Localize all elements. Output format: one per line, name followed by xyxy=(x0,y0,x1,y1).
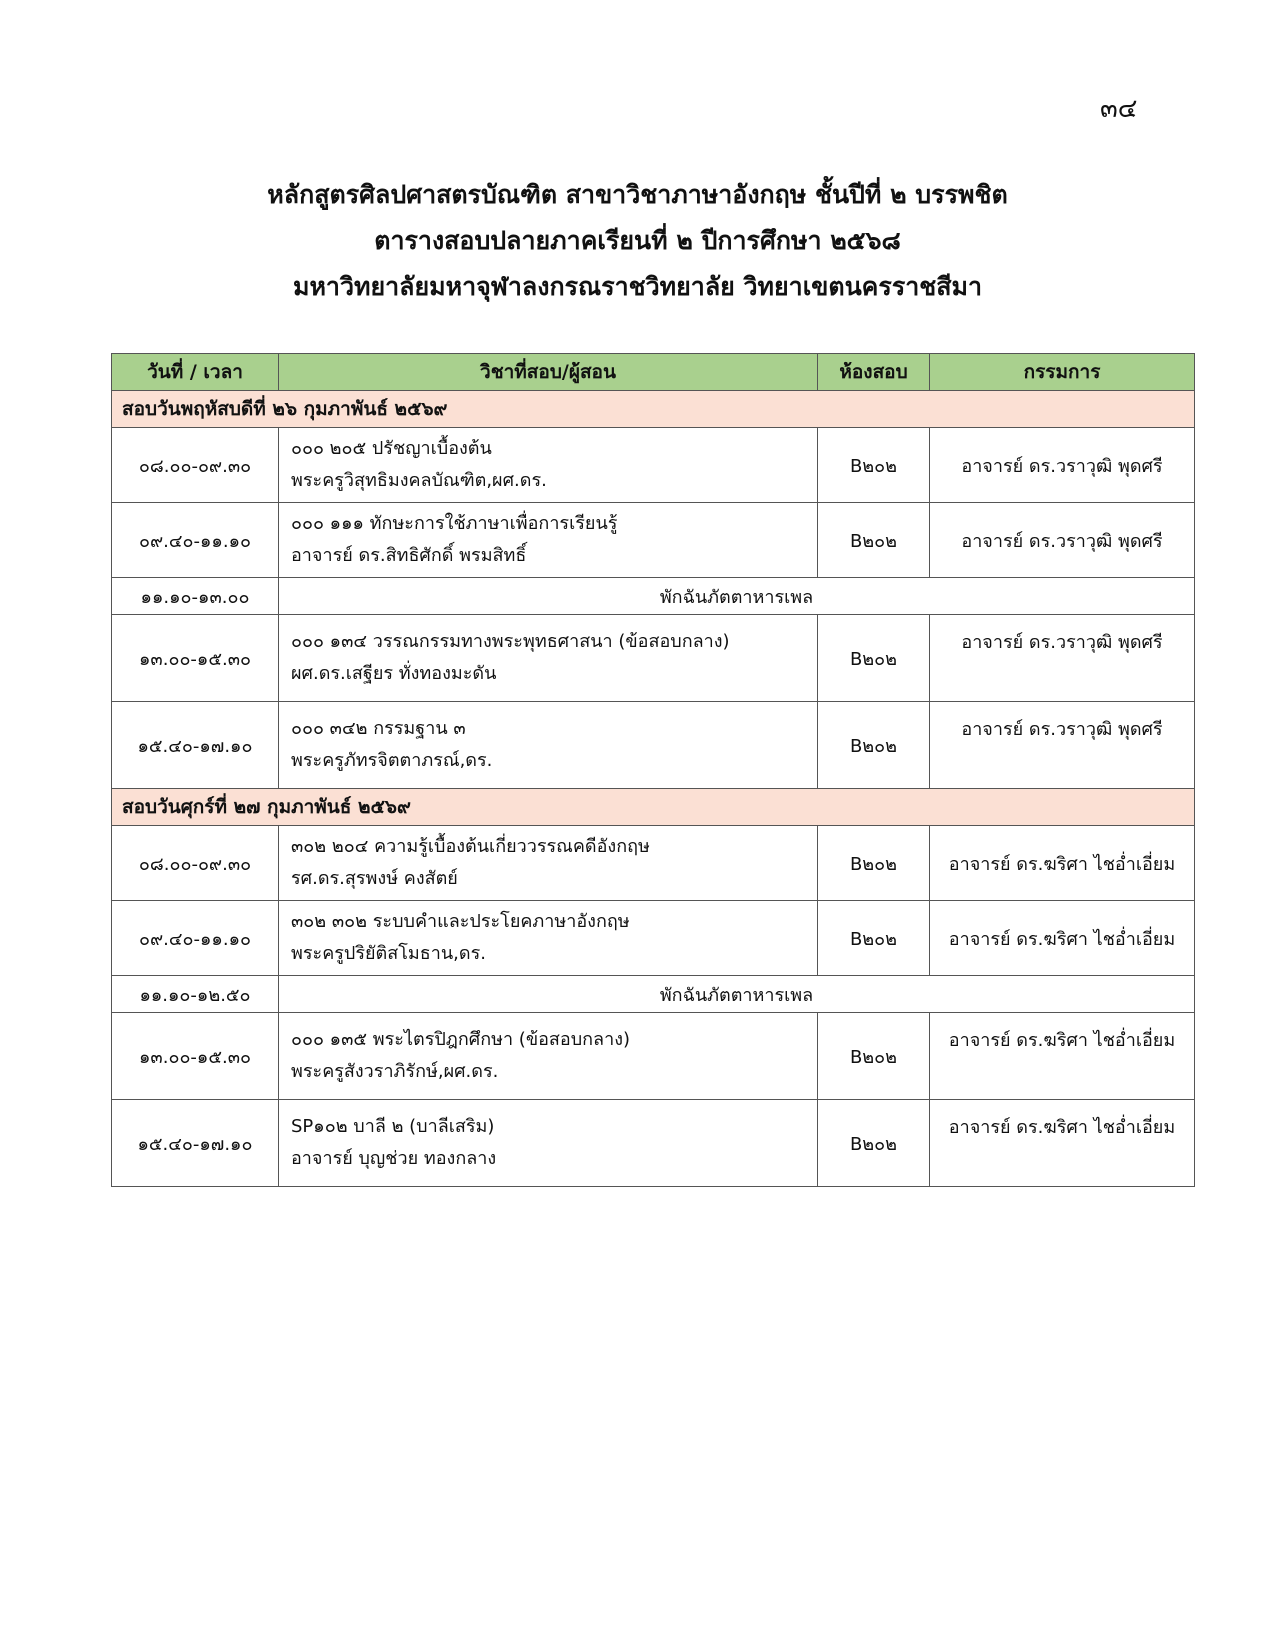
day-row xyxy=(112,789,1195,826)
subject-cell xyxy=(279,826,818,901)
header-time: วันที่ / เวลา xyxy=(112,354,279,391)
subject-cell xyxy=(279,901,818,976)
subject-cell xyxy=(279,702,818,789)
day-row xyxy=(112,391,1195,428)
room-cell: B๒๐๒ xyxy=(818,826,930,901)
time-cell: ๑๕.๔๐-๑๗.๑๐ xyxy=(112,1100,279,1187)
committee-cell: อาจารย์ ดร.ฆริศา ไชอ่ำเอี่ยม xyxy=(930,1013,1195,1100)
schedule-title: ตารางสอบปลายภาคเรียนที่ ๒ ปีการศึกษา ๒๕๖๘ xyxy=(374,226,901,255)
table-row xyxy=(112,615,1195,702)
subject-cell xyxy=(279,428,818,503)
committee-cell: อาจารย์ ดร.ฆริศา ไชอ่ำเอี่ยม xyxy=(930,826,1195,901)
time-cell: ๐๙.๔๐-๑๑.๑๐ xyxy=(112,901,279,976)
room-cell: B๒๐๒ xyxy=(818,428,930,503)
university-title: มหาวิทยาลัยมหาจุฬาลงกรณราชวิทยาลัย วิทยาเขตนครราชสีมา xyxy=(292,272,983,301)
header-subject: วิชาที่สอบ/ผู้สอน xyxy=(279,354,818,391)
instructor-name: ผศ.ดร.เสฐียร ทั่งทองมะดัน xyxy=(291,663,497,684)
table-row xyxy=(112,826,1195,901)
committee-cell: อาจารย์ ดร.ฆริศา ไชอ่ำเอี่ยม xyxy=(930,1100,1195,1187)
committee-cell: อาจารย์ ดร.วราวุฒิ พุดศรี xyxy=(930,503,1195,578)
course-name: ๐๐๐ ๑๑๑ ทักษะการใช้ภาษาเพื่อการเรียนรู้ xyxy=(291,513,618,534)
exam-schedule-table xyxy=(111,353,1195,1187)
time-cell: ๐๘.๐๐-๐๙.๓๐ xyxy=(112,428,279,503)
subject-cell xyxy=(279,615,818,702)
instructor-name: พระครูสังวราภิรักษ์,ผศ.ดร. xyxy=(291,1061,499,1082)
table-row xyxy=(112,1100,1195,1187)
day-label: สอบวันศุกร์ที่ ๒๗ กุมภาพันธ์ ๒๕๖๙ xyxy=(112,789,1195,826)
room-cell: B๒๐๒ xyxy=(818,1013,930,1100)
break-label: พักฉันภัตตาหารเพล xyxy=(279,578,1195,615)
course-name: ๐๐๐ ๑๓๔ วรรณกรรมทางพระพุทธศาสนา (ข้อสอบกลาง) xyxy=(291,631,730,652)
instructor-name: พระครูปริยัติสโมธาน,ดร. xyxy=(291,943,486,964)
course-name: ๓๐๒ ๓๐๒ ระบบคำและประโยคภาษาอังกฤษ xyxy=(291,911,630,932)
committee-cell: อาจารย์ ดร.วราวุฒิ พุดศรี xyxy=(930,428,1195,503)
room-cell: B๒๐๒ xyxy=(818,901,930,976)
room-cell: B๒๐๒ xyxy=(818,503,930,578)
table-row xyxy=(112,901,1195,976)
header-room: ห้องสอบ xyxy=(818,354,930,391)
course-name: ๐๐๐ ๒๐๕ ปรัชญาเบื้องต้น xyxy=(291,438,492,459)
page-number: ๓๔ xyxy=(1100,94,1138,124)
instructor-name: อาจารย์ ดร.สิทธิศักดิ์ พรมสิทธิ์ xyxy=(291,545,527,566)
time-cell: ๑๓.๐๐-๑๕.๓๐ xyxy=(112,615,279,702)
table-row xyxy=(112,428,1195,503)
header-committee: กรรมการ xyxy=(930,354,1195,391)
committee-cell: อาจารย์ ดร.วราวุฒิ พุดศรี xyxy=(930,702,1195,789)
table-header-row xyxy=(112,354,1195,391)
instructor-name: พระครูภัทรจิตตาภรณ์,ดร. xyxy=(291,750,493,771)
instructor-name: อาจารย์ บุญช่วย ทองกลาง xyxy=(291,1148,497,1169)
table-row xyxy=(112,503,1195,578)
instructor-name: พระครูวิสุทธิมงคลบัณฑิต,ผศ.ดร. xyxy=(291,470,547,491)
course-name: ๓๐๒ ๒๐๔ ความรู้เบื้องต้นเกี่ยววรรณคดีอังกฤษ xyxy=(291,836,650,857)
course-name: ๐๐๐ ๑๓๕ พระไตรปิฎกศึกษา (ข้อสอบกลาง) xyxy=(291,1029,631,1050)
break-label: พักฉันภัตตาหารเพล xyxy=(279,976,1195,1013)
time-cell: ๑๑.๑๐-๑๒.๕๐ xyxy=(112,976,279,1013)
course-name: ๐๐๐ ๓๔๒ กรรมฐาน ๓ xyxy=(291,718,466,739)
time-cell: ๐๙.๔๐-๑๑.๑๐ xyxy=(112,503,279,578)
time-cell: ๑๕.๔๐-๑๗.๑๐ xyxy=(112,702,279,789)
time-cell: ๑๓.๐๐-๑๕.๓๐ xyxy=(112,1013,279,1100)
subject-cell xyxy=(279,1100,818,1187)
committee-cell: อาจารย์ ดร.วราวุฒิ พุดศรี xyxy=(930,615,1195,702)
instructor-name: รศ.ดร.สุรพงษ์ คงสัตย์ xyxy=(291,868,458,889)
room-cell: B๒๐๒ xyxy=(818,702,930,789)
room-cell: B๒๐๒ xyxy=(818,615,930,702)
document-title-block xyxy=(0,172,1275,310)
subject-cell xyxy=(279,1013,818,1100)
table-row xyxy=(112,702,1195,789)
room-cell: B๒๐๒ xyxy=(818,1100,930,1187)
time-cell: ๑๑.๑๐-๑๓.๐๐ xyxy=(112,578,279,615)
day-label: สอบวันพฤหัสบดีที่ ๒๖ กุมภาพันธ์ ๒๕๖๙ xyxy=(112,391,1195,428)
subject-cell xyxy=(279,503,818,578)
time-cell: ๐๘.๐๐-๐๙.๓๐ xyxy=(112,826,279,901)
curriculum-title: หลักสูตรศิลปศาสตรบัณฑิต สาขาวิชาภาษาอังกฤษ ชั้นปีที่ ๒ บรรพชิต xyxy=(267,180,1008,209)
course-name: SP๑๐๒ บาลี ๒ (บาลีเสริม) xyxy=(291,1116,495,1137)
table-row xyxy=(112,1013,1195,1100)
break-row xyxy=(112,976,1195,1013)
break-row xyxy=(112,578,1195,615)
committee-cell: อาจารย์ ดร.ฆริศา ไชอ่ำเอี่ยม xyxy=(930,901,1195,976)
